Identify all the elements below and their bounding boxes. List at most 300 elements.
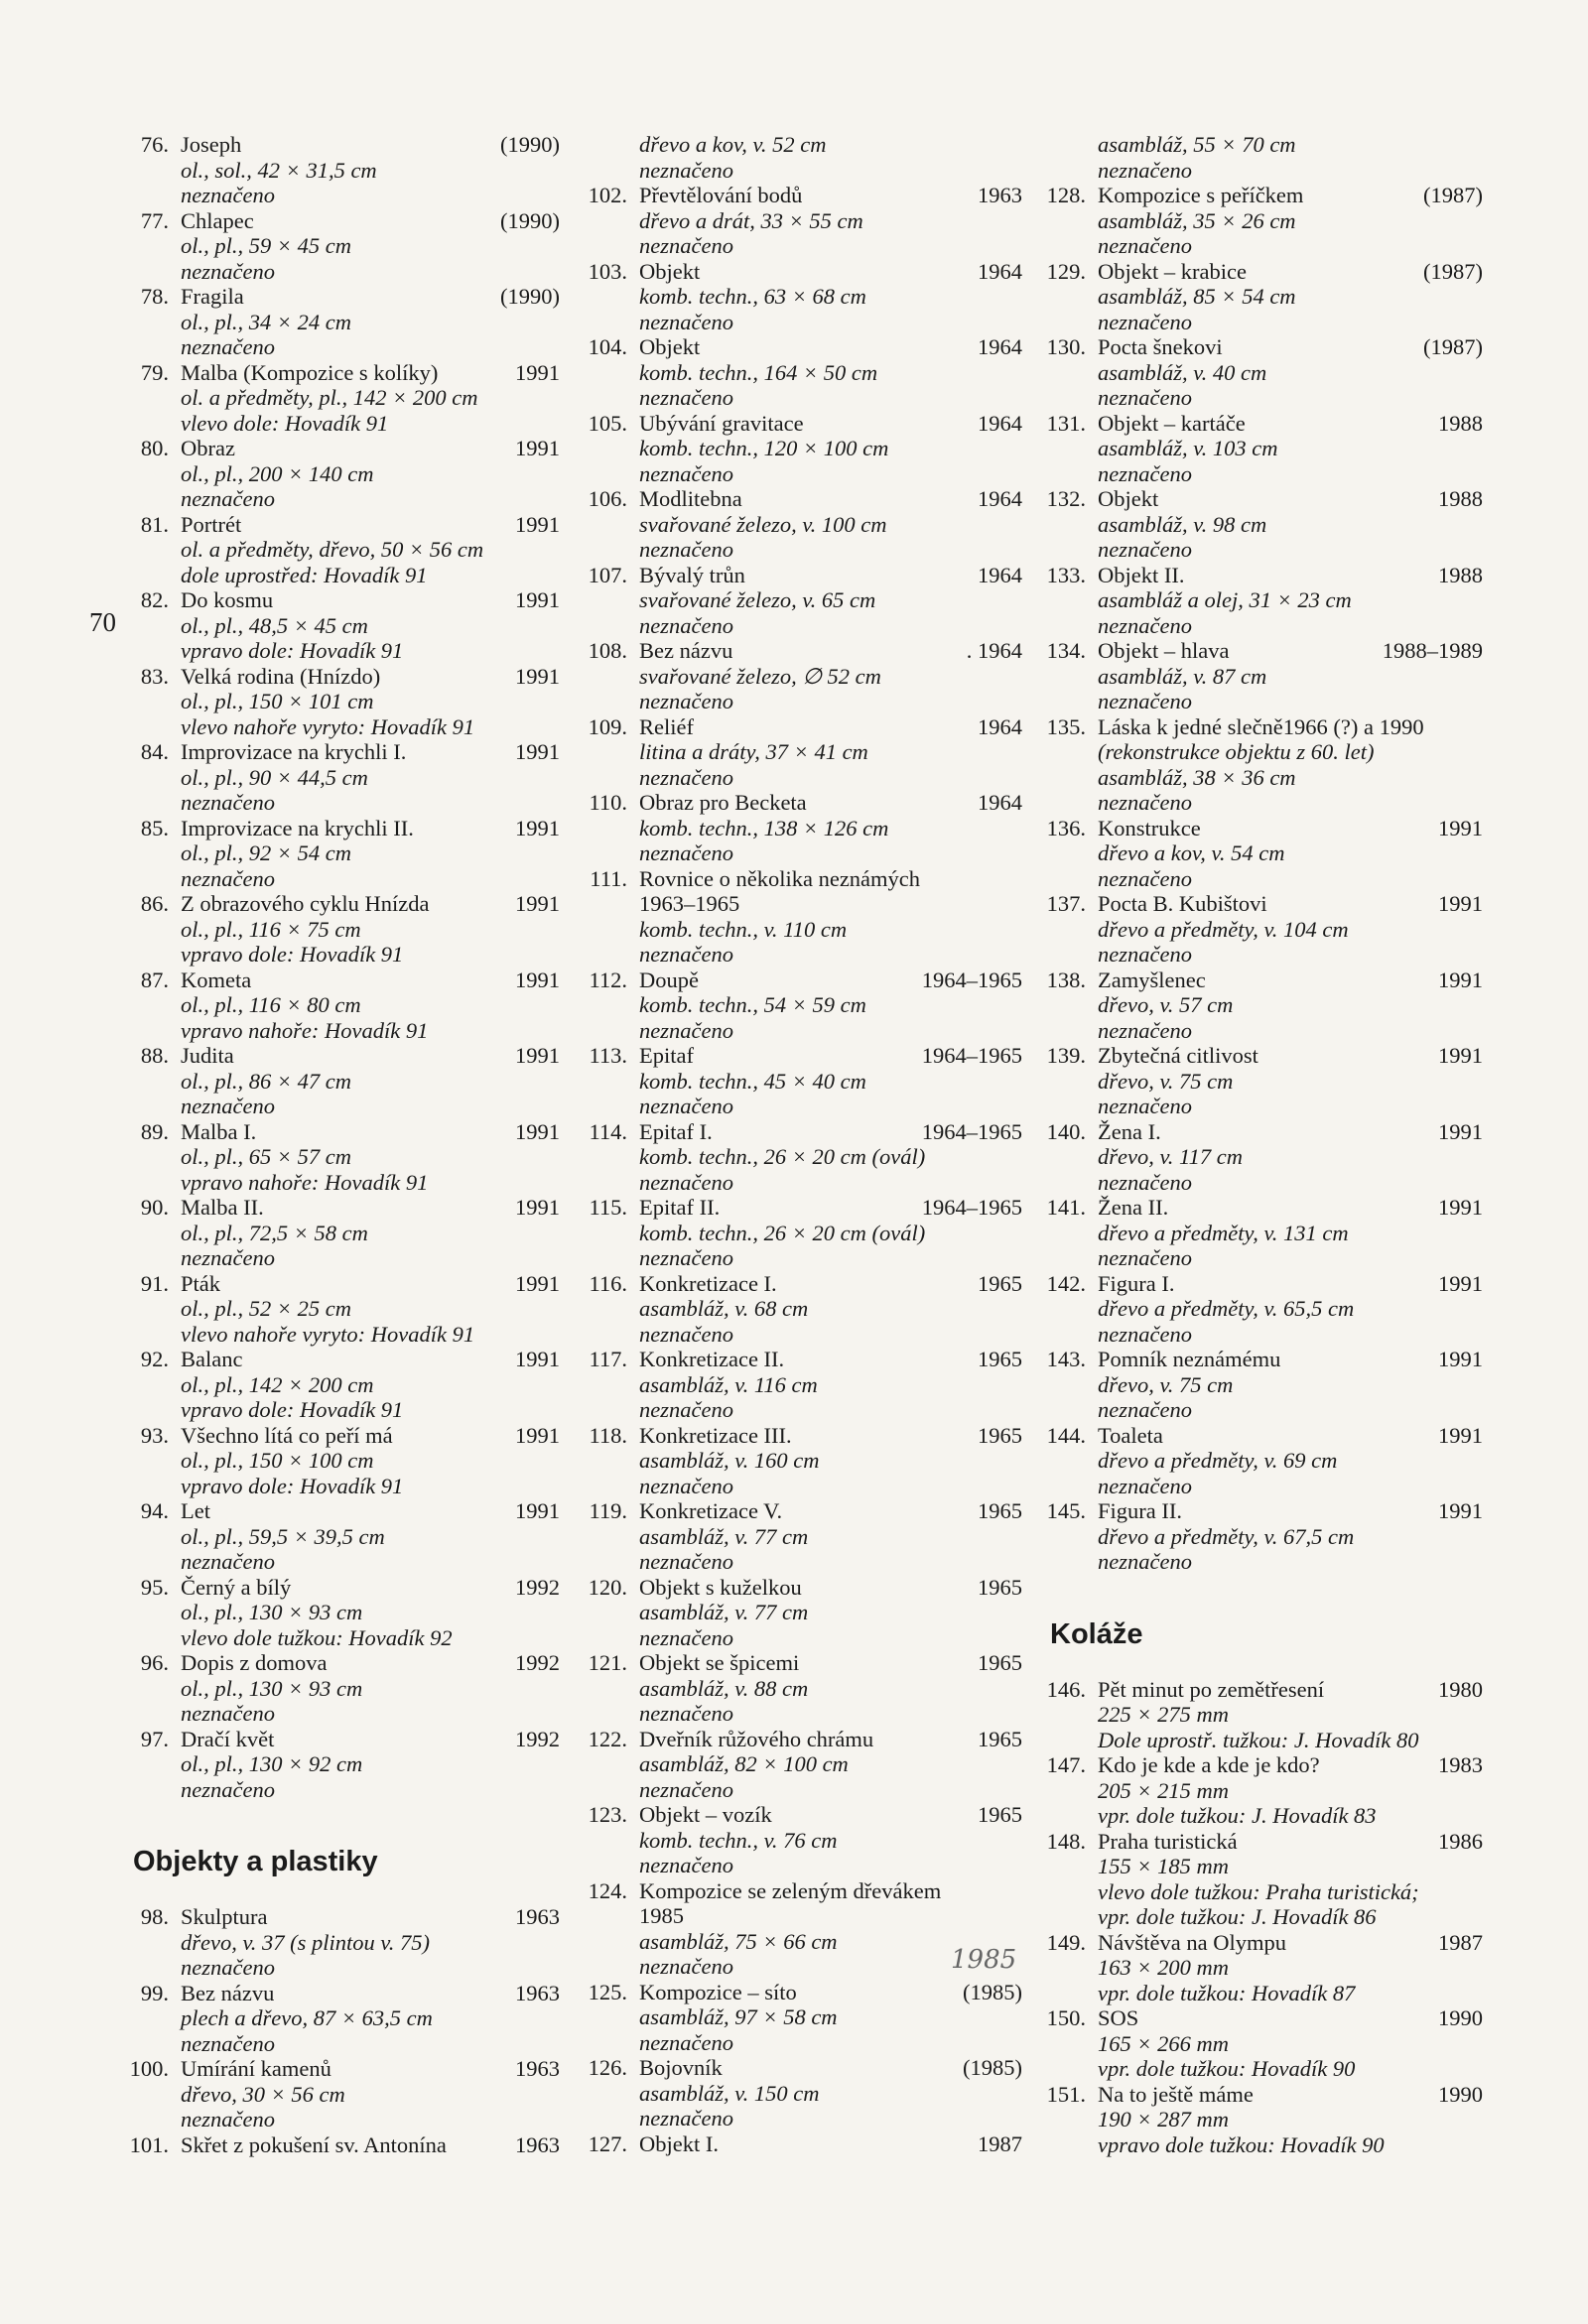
entry-detail: neznačeno xyxy=(639,1954,733,1979)
entry-number: 110. xyxy=(589,790,627,815)
entry-detail: asambláž, v. 150 cm xyxy=(639,2080,820,2106)
entry-date: 1991 xyxy=(1438,1043,1483,1068)
entry-header xyxy=(1044,183,1483,208)
entry-number: 119. xyxy=(589,1498,627,1523)
catalog-entry xyxy=(586,1498,1022,1575)
catalog-entry xyxy=(127,1650,560,1727)
entry-detail: 205 × 215 mm xyxy=(1098,1777,1230,1803)
entry-detail: neznačeno xyxy=(639,233,733,258)
entry-title: Objekt se špicemi xyxy=(639,1650,800,1675)
entry-title: Fragila xyxy=(181,284,244,309)
entry-detail: vpravo dole: Hovadík 91 xyxy=(181,942,404,967)
entry-detail: vpr. dole tužkou: J. Hovadík 86 xyxy=(1098,1904,1377,1929)
entry-title: Objekt xyxy=(639,334,701,359)
entry-detail: neznačeno xyxy=(181,486,275,511)
entry-title: Kompozice s peříčkem xyxy=(1098,183,1304,207)
entry-date: 1964–1965 xyxy=(921,1118,1022,1144)
entry-header xyxy=(586,1878,1022,1904)
entry-date: 1991 xyxy=(1438,815,1483,840)
entry-title: Kompozice se zeleným dřevákem xyxy=(639,1877,942,1903)
entry-title: Bez názvu xyxy=(639,638,733,663)
entry-date: (1990) xyxy=(500,284,560,309)
entry-number: 132. xyxy=(1046,486,1086,511)
entry-header xyxy=(127,1727,560,1752)
entry-number: 146. xyxy=(1046,1676,1086,1702)
entry-header xyxy=(586,790,1022,816)
entry-date: 1991 xyxy=(1438,1422,1483,1448)
entry-detail: asambláž, v. 160 cm xyxy=(639,1448,820,1473)
entry-header xyxy=(1044,1043,1483,1069)
entry-detail: neznačeno xyxy=(181,2030,275,2056)
entry-detail: dřevo a předměty, v. 104 cm xyxy=(1098,916,1349,942)
entry-title: Konkretizace III. xyxy=(639,1422,792,1448)
catalog-entry xyxy=(127,436,560,512)
entry-header xyxy=(127,664,560,690)
entry-detail: komb. techn., 54 × 59 cm xyxy=(639,992,866,1017)
catalog-entry xyxy=(1044,1195,1483,1271)
entry-detail: neznačeno xyxy=(1098,1321,1192,1347)
entry-title: Kometa xyxy=(181,967,252,992)
catalog-entry xyxy=(1044,563,1483,639)
entry-number: 107. xyxy=(588,562,627,587)
catalog-entry xyxy=(127,360,560,437)
entry-date: 1965 xyxy=(978,1650,1022,1675)
entry-number: 89. xyxy=(140,1118,169,1144)
entry-header xyxy=(586,1575,1022,1601)
page-number: 70 xyxy=(89,607,116,637)
entry-date: (1987) xyxy=(1423,334,1483,359)
catalog-entry xyxy=(127,1981,560,2057)
entry-title: Improvizace na krychli I. xyxy=(181,739,407,764)
entry-detail: neznačeno xyxy=(639,1853,733,1877)
entry-number: 88. xyxy=(140,1043,169,1068)
entry-date: 1964 xyxy=(978,713,1022,739)
entry-detail: asambláž, v. 87 cm xyxy=(1098,663,1267,689)
entry-detail: neznačeno xyxy=(639,1017,733,1043)
entry-date: 1991 xyxy=(1438,1195,1483,1220)
entry-number: 151. xyxy=(1046,2081,1086,2107)
entry-title: Malba II. xyxy=(181,1195,264,1220)
entry-title: Objekt II. xyxy=(1098,562,1185,587)
entry-number: 111. xyxy=(590,865,627,891)
entry-header xyxy=(127,284,560,310)
entry-list xyxy=(586,132,1022,2156)
entry-title: Převtělování bodů xyxy=(639,183,803,207)
catalog-entry xyxy=(586,2131,1022,2157)
entry-header xyxy=(586,2131,1022,2157)
catalog-entry xyxy=(127,2132,560,2158)
entry-title: Z obrazového cyklu Hnízda xyxy=(181,891,430,916)
entry-title: Skřet z pokušení sv. Antonína xyxy=(181,2131,447,2157)
entry-header xyxy=(127,2056,560,2082)
entry-header xyxy=(127,891,560,917)
entry-detail: asambláž, 75 × 66 cm xyxy=(639,1928,838,1954)
entry-number: 130. xyxy=(1046,334,1086,359)
entry-date: 1991 xyxy=(515,1270,560,1296)
entry-detail: (rekonstrukce objektu z 60. let) xyxy=(1098,739,1375,764)
entry-header xyxy=(1044,2082,1483,2108)
entry-detail: asambláž, v. 40 cm xyxy=(1098,359,1267,385)
entry-detail: neznačeno xyxy=(639,764,733,790)
catalog-entry xyxy=(586,1043,1022,1119)
entry-number: 99. xyxy=(140,1980,169,2005)
entry-detail: 190 × 287 mm xyxy=(1098,2107,1230,2131)
catalog-entry xyxy=(127,132,560,208)
entry-detail: vlevo dole tužkou: Hovadík 92 xyxy=(181,1624,453,1650)
entry-detail: ol., pl., 130 × 92 cm xyxy=(181,1751,363,1776)
catalog-entry xyxy=(127,1727,560,1803)
entry-date: 1965 xyxy=(978,1574,1022,1600)
entry-date: (1990) xyxy=(500,207,560,233)
entry-detail: komb. techn., 63 × 68 cm xyxy=(639,284,866,309)
entry-detail: vpr. dole tužkou: Hovadík 90 xyxy=(1098,2056,1356,2081)
catalog-entry xyxy=(1044,1119,1483,1196)
entry-detail: 163 × 200 mm xyxy=(1098,1955,1230,1980)
entry-detail: neznačeno xyxy=(639,385,733,410)
entry-title: Bývalý trůn xyxy=(639,562,745,587)
entry-number: 76. xyxy=(140,132,169,157)
entry-header xyxy=(586,1347,1022,1372)
entry-title: Epitaf xyxy=(639,1043,694,1068)
entry-date: 1988 xyxy=(1438,562,1483,587)
entry-title: Ubývání gravitace xyxy=(639,410,804,436)
entry-detail: neznačeno xyxy=(639,1473,733,1498)
catalog-entry xyxy=(127,1904,560,1981)
catalog-entry xyxy=(586,714,1022,791)
entry-number: 106. xyxy=(588,486,627,511)
entry-date: 1991 xyxy=(515,511,560,537)
entry-detail: ol., pl., 90 × 44,5 cm xyxy=(181,764,368,790)
entry-date: 1991 xyxy=(515,663,560,689)
entry-title: Figura II. xyxy=(1098,1498,1182,1523)
entry-number: 83. xyxy=(140,663,169,689)
entry-number: 127. xyxy=(588,2130,627,2156)
catalog-entry xyxy=(586,1347,1022,1423)
entry-date: 1991 xyxy=(1438,967,1483,992)
entry-title: Malba (Kompozice s kolíky) xyxy=(181,359,439,385)
entry-header xyxy=(1044,1752,1483,1778)
entry-date: 1964 xyxy=(978,334,1022,359)
entry-title: Objekt xyxy=(639,258,701,284)
entry-date: 1991 xyxy=(515,1347,560,1371)
entry-title: Černý a bílý xyxy=(181,1574,292,1600)
entry-number: 145. xyxy=(1046,1498,1086,1523)
entry-header xyxy=(1044,1498,1483,1524)
entry-date: 1980 xyxy=(1438,1676,1483,1702)
entry-number: 93. xyxy=(140,1422,169,1448)
entry-number: 102. xyxy=(588,183,627,207)
entry-number: 108. xyxy=(588,638,627,663)
entry-number: 113. xyxy=(589,1043,627,1068)
entry-detail: svařované železo, v. 100 cm xyxy=(639,511,887,537)
entry-detail: asambláž, v. 98 cm xyxy=(1098,511,1267,537)
entry-detail: neznačeno xyxy=(1098,157,1192,183)
entry-header xyxy=(1044,1271,1483,1297)
entry-title: Objekt – hlava xyxy=(1098,638,1230,663)
entry-list xyxy=(1044,1677,1483,2158)
entry-detail: neznačeno xyxy=(1098,1017,1192,1043)
catalog-entry xyxy=(1044,1347,1483,1423)
entry-number: 134. xyxy=(1046,638,1086,663)
entry-number: 105. xyxy=(588,410,627,436)
catalog-entry xyxy=(1044,816,1483,892)
entry-date: 1963 xyxy=(515,1904,560,1929)
entry-detail: neznačeno xyxy=(181,1701,275,1726)
catalog-entry xyxy=(586,1802,1022,1878)
entry-date: 1987 xyxy=(1438,1929,1483,1955)
entry-detail: vpravo nahoře: Hovadík 91 xyxy=(181,1169,429,1195)
entry-header xyxy=(586,1980,1022,2005)
entry-title: Dopis z domova xyxy=(181,1650,328,1675)
pencil-annotation: 1985 xyxy=(951,1945,1017,1975)
catalog-entry xyxy=(1044,2005,1483,2082)
entry-detail: neznačeno xyxy=(181,1776,275,1802)
entry-date: 1964–1965 xyxy=(921,1043,1022,1068)
entry-detail: neznačeno xyxy=(181,1245,275,1270)
entry-date: 1991 xyxy=(515,1118,560,1144)
catalog-entry xyxy=(1044,1271,1483,1348)
entry-number: 125. xyxy=(588,1979,627,2004)
catalog-entry xyxy=(586,1980,1022,2056)
entry-number: 90. xyxy=(140,1195,169,1220)
entry-detail: komb. techn., v. 110 cm xyxy=(639,916,848,942)
entry-title: Judita xyxy=(181,1043,234,1068)
entry-date: 1991 xyxy=(515,587,560,612)
entry-detail: dřevo a kov, v. 54 cm xyxy=(1098,840,1285,865)
entry-detail: neznačeno xyxy=(639,2029,733,2055)
entry-number: 79. xyxy=(140,359,169,385)
entry-detail: neznačeno xyxy=(639,1397,733,1422)
entry-header xyxy=(127,587,560,613)
entry-detail: neznačeno xyxy=(1098,309,1192,334)
entry-date: 1991 xyxy=(515,1195,560,1220)
entry-title: Portrét xyxy=(181,511,242,537)
entry-header xyxy=(586,1727,1022,1752)
entry-number: 120. xyxy=(588,1574,627,1600)
entry-detail: neznačeno xyxy=(181,865,275,891)
entry-detail: neznačeno xyxy=(639,1549,733,1574)
entry-header xyxy=(586,1802,1022,1828)
entry-title: Pocta B. Kubištovi xyxy=(1098,891,1267,916)
entry-number: 129. xyxy=(1046,258,1086,284)
entry-header xyxy=(127,1498,560,1524)
entry-detail: neznačeno xyxy=(639,157,733,183)
entry-detail: 225 × 275 mm xyxy=(1098,1702,1230,1727)
entry-detail: asambláž a olej, 31 × 23 cm xyxy=(1098,587,1352,612)
entry-date: 1991 xyxy=(515,891,560,916)
entry-detail: vpr. dole tužkou: J. Hovadík 83 xyxy=(1098,1803,1377,1828)
entry-title: Let xyxy=(181,1498,210,1523)
entry-title: Pět minut po zemětřesení xyxy=(1098,1676,1325,1702)
entry-detail: komb. techn., 138 × 126 cm xyxy=(639,815,889,840)
entry-date: 1965 xyxy=(978,1270,1022,1296)
entry-detail: neznačeno xyxy=(639,309,733,334)
entry-detail: neznačeno xyxy=(181,790,275,815)
entry-header xyxy=(586,1043,1022,1069)
catalog-entry xyxy=(127,208,560,285)
entry-detail: dřevo a předměty, v. 131 cm xyxy=(1098,1220,1349,1245)
entry-detail: 165 × 266 mm xyxy=(1098,2030,1230,2056)
entry-header xyxy=(586,638,1022,664)
entry-detail: vlevo dole tužkou: Praha turistická; xyxy=(1098,1878,1419,1904)
entry-date: 1991 xyxy=(1438,1270,1483,1296)
entry-title: SOS xyxy=(1098,2005,1139,2030)
entry-number: 131. xyxy=(1046,410,1086,436)
entry-detail: 155 × 185 mm xyxy=(1098,1854,1230,1878)
entry-detail: dřevo a předměty, v. 67,5 cm xyxy=(1098,1523,1355,1549)
entry-detail: neznačeno xyxy=(639,1094,733,1118)
catalog-entry xyxy=(1044,968,1483,1044)
entry-header xyxy=(127,1119,560,1145)
entry-date: 1964 xyxy=(978,486,1022,511)
entry-title: Pocta šnekovi xyxy=(1098,334,1223,359)
entry-date: 1988–1989 xyxy=(1382,638,1483,663)
entry-detail: dřevo a předměty, v. 65,5 cm xyxy=(1098,1296,1355,1321)
entry-header xyxy=(127,1981,560,2006)
entry-detail: ol., pl., 52 × 25 cm xyxy=(181,1296,352,1321)
entry-title: Konstrukce xyxy=(1098,815,1201,840)
entry-detail: neznačeno xyxy=(639,1776,733,1802)
entry-number: 142. xyxy=(1046,1270,1086,1296)
catalog-entry xyxy=(1044,1677,1483,1753)
entry-date: 1991 xyxy=(515,436,560,460)
entry-detail: asambláž, 82 × 100 cm xyxy=(639,1751,849,1776)
catalog-entry xyxy=(1044,891,1483,968)
entry-header xyxy=(586,1119,1022,1145)
entry-date: 1991 xyxy=(1438,1498,1483,1523)
entry-detail: neznačeno xyxy=(639,1245,733,1270)
entry-header xyxy=(1044,1423,1483,1449)
entry-header xyxy=(586,1498,1022,1524)
entry-detail: neznačeno xyxy=(639,1701,733,1726)
entry-number: 144. xyxy=(1046,1422,1086,1448)
entry-number: 109. xyxy=(588,713,627,739)
catalog-entry xyxy=(1044,334,1483,411)
entry-number: 104. xyxy=(588,334,627,359)
entry-number: 141. xyxy=(1046,1195,1086,1220)
entry-detail: ol., pl., 200 × 140 cm xyxy=(181,460,374,486)
entry-detail: neznačeno xyxy=(1098,790,1192,815)
catalog-entry xyxy=(586,1575,1022,1651)
entry-detail: asambláž, v. 77 cm xyxy=(639,1600,809,1624)
entry-date: 1991 xyxy=(515,967,560,992)
entry-title: Malba I. xyxy=(181,1118,257,1144)
entry-detail: neznačeno xyxy=(181,2107,275,2131)
entry-number: 123. xyxy=(588,1802,627,1827)
catalog-entry xyxy=(127,1119,560,1196)
entry-detail: ol., pl., 72,5 × 58 cm xyxy=(181,1220,368,1245)
catalog-entry xyxy=(586,183,1022,259)
entry-title: Praha turistická xyxy=(1098,1828,1238,1854)
entry-detail: neznačeno xyxy=(1098,1094,1192,1118)
entry-title: Skulptura xyxy=(181,1904,268,1929)
entry-date: 1964 xyxy=(978,410,1022,436)
entry-number: 97. xyxy=(140,1726,169,1751)
entry-date: 1991 xyxy=(515,1498,560,1523)
entry-detail: vpravo dole: Hovadík 91 xyxy=(181,1473,404,1498)
entry-date: (1990) xyxy=(500,132,560,157)
entry-detail: asambláž, 55 × 70 cm xyxy=(1098,132,1296,157)
entry-number: 138. xyxy=(1046,967,1086,992)
entry-title: Chlapec xyxy=(181,207,254,233)
entry-number: 86. xyxy=(140,891,169,916)
catalog-entry xyxy=(127,891,560,968)
entry-header xyxy=(586,1195,1022,1221)
entry-header xyxy=(127,1575,560,1601)
entry-date: (1985) xyxy=(963,1979,1022,2004)
entry-detail: dřevo, v. 37 (s plintou v. 75) xyxy=(181,1929,430,1955)
entry-detail: neznačeno xyxy=(1098,942,1192,967)
entry-detail: ol., pl., 86 × 47 cm xyxy=(181,1068,352,1094)
entry-title: Žena I. xyxy=(1098,1118,1161,1144)
entry-detail: svařované železo, v. 65 cm xyxy=(639,587,876,612)
entry-title: Rovnice o několika neznámých xyxy=(639,865,921,891)
catalog-entry xyxy=(127,587,560,664)
catalog-entry xyxy=(127,1347,560,1423)
entry-detail: Dole uprostř. tužkou: J. Hovadík 80 xyxy=(1098,1727,1419,1752)
entry-title: Joseph xyxy=(181,132,242,157)
entry-header xyxy=(127,1904,560,1930)
entry-title: Epitaf I. xyxy=(639,1118,713,1144)
entry-date: (1985) xyxy=(963,2055,1022,2080)
entry-date: 1963 xyxy=(515,1980,560,2005)
entry-detail: neznačeno xyxy=(639,1321,733,1347)
catalog-entry xyxy=(1044,1423,1483,1499)
entry-title: Pomník neznámému xyxy=(1098,1347,1281,1371)
entry-header xyxy=(586,2055,1022,2081)
entry-header xyxy=(586,968,1022,993)
catalog-entry xyxy=(1044,714,1483,816)
entry-title: Objekt I. xyxy=(639,2130,719,2156)
entry-header xyxy=(1044,714,1483,740)
entry-detail: dřevo, v. 75 cm xyxy=(1098,1371,1234,1397)
entry-date: (1987) xyxy=(1423,183,1483,207)
entry-date: (1987) xyxy=(1423,258,1483,284)
entry-date: 1965 xyxy=(978,1347,1022,1371)
catalog-entry xyxy=(586,968,1022,1044)
entry-title: Na to ještě máme xyxy=(1098,2081,1254,2107)
entry-header xyxy=(127,968,560,993)
entry-title: Umírání kamenů xyxy=(181,2056,331,2081)
entry-date: 1990 xyxy=(1438,2081,1483,2107)
entry-header xyxy=(586,259,1022,285)
entry-detail: ol., pl., 48,5 × 45 cm xyxy=(181,612,368,638)
entry-date: 1983 xyxy=(1438,1752,1483,1777)
entry-detail: ol. a předměty, pl., 142 × 200 cm xyxy=(181,385,478,410)
entry-header xyxy=(586,1271,1022,1297)
entry-date: 1991 xyxy=(515,1043,560,1068)
entry-header xyxy=(1044,2005,1483,2031)
catalog-entry xyxy=(1044,1498,1483,1575)
entry-detail: neznačeno xyxy=(1098,537,1192,562)
entry-title: Obraz pro Becketa xyxy=(639,790,807,815)
entry-number: 135. xyxy=(1046,713,1086,739)
entry-number: 136. xyxy=(1046,815,1086,840)
entry-title: Zbytečná citlivost xyxy=(1098,1043,1258,1068)
entry-detail: neznačeno xyxy=(639,942,733,967)
entry-date: 1965 xyxy=(978,1422,1022,1448)
entry-list xyxy=(1044,132,1483,1575)
entry-number: 137. xyxy=(1046,891,1086,916)
entry-header xyxy=(1044,486,1483,512)
entry-number: 87. xyxy=(140,967,169,992)
entry-number: 124. xyxy=(588,1877,627,1903)
entry-date: . 1964 xyxy=(966,638,1022,663)
entry-detail: neznačeno xyxy=(639,1624,733,1650)
entry-header xyxy=(1044,1195,1483,1221)
entry-detail: 1963–1965 xyxy=(639,891,740,916)
entry-number: 140. xyxy=(1046,1118,1086,1144)
